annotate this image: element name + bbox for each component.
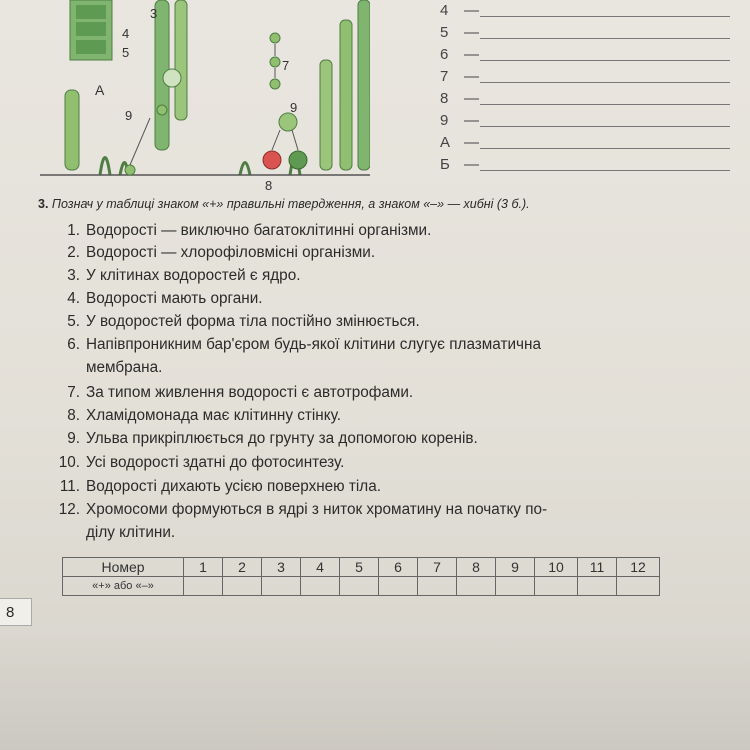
statement-5 (40, 313, 420, 331)
figure-label-7: 7 (282, 58, 290, 73)
statement-number: 10. (58, 454, 80, 471)
answer-line-blank[interactable] (480, 114, 730, 127)
table-number-cell: 12 (617, 558, 660, 577)
table-answer-cell[interactable] (340, 577, 379, 596)
algae-diagram-svg (40, 0, 370, 190)
table-row-numbers (63, 558, 660, 577)
answer-line-4[interactable] (440, 0, 740, 20)
answer-line-blank[interactable] (480, 70, 730, 83)
table-number-cell: 1 (184, 558, 223, 577)
table-answer-cell[interactable] (457, 577, 496, 596)
statement-number: 9. (67, 430, 80, 447)
answer-line-dash: — (464, 133, 479, 151)
answer-line-7[interactable] (440, 66, 740, 86)
statement-number: 6. (67, 336, 80, 353)
task-instruction: Познач у таблиці знаком «+» правильні твердження, а знаком «–» — хибні (3 б.). (51, 197, 530, 211)
statement-7 (40, 384, 413, 402)
statement-number: 3. (67, 267, 80, 284)
figure-label-9-left: 9 (125, 108, 133, 123)
table-answer-cell[interactable] (578, 577, 617, 596)
page-number: 8 (0, 598, 32, 626)
answer-line-dash: — (464, 155, 479, 173)
answer-line-number: 6 (440, 45, 449, 63)
statement-11 (40, 478, 381, 496)
answer-line-blank[interactable] (480, 26, 730, 39)
answer-line-number: 5 (440, 23, 449, 41)
statement-10 (40, 454, 344, 472)
table-answer-cell[interactable] (617, 577, 660, 596)
figure-label-9-center: 9 (290, 100, 298, 115)
answer-line-blank[interactable] (480, 136, 730, 149)
answer-line-B[interactable] (440, 154, 740, 174)
task-title (38, 197, 738, 211)
table-number-cell: 8 (457, 558, 496, 577)
answer-table (62, 557, 660, 596)
page-shadow (0, 630, 750, 750)
table-number-cell: 4 (301, 558, 340, 577)
figure-label-5: 5 (122, 45, 130, 60)
answer-line-A[interactable] (440, 132, 740, 152)
statement-text: Водорості — хлорофіловмісні організми. (86, 244, 376, 261)
statement-number: 4. (67, 290, 80, 307)
table-answer-cell[interactable] (184, 577, 223, 596)
figure-label-3: 3 (150, 6, 158, 21)
statement-text: Водорості — виключно багатоклітинні організми. (86, 222, 432, 239)
answer-line-5[interactable] (440, 22, 740, 42)
answer-line-6[interactable] (440, 44, 740, 64)
figure-label-A: А (95, 82, 105, 98)
answer-line-number: Б (440, 155, 450, 173)
statement-9 (40, 430, 478, 448)
statement-2 (40, 244, 375, 262)
answer-line-blank[interactable] (480, 4, 730, 17)
answer-line-blank[interactable] (480, 158, 730, 171)
answer-line-dash: — (464, 111, 479, 129)
answer-line-number: 8 (440, 89, 449, 107)
table-number-cell: 6 (379, 558, 418, 577)
statement-12-continuation: ділу клітини. (86, 524, 176, 541)
table-number-cell: 7 (418, 558, 457, 577)
answer-line-number: 7 (440, 67, 449, 85)
table-header-number: Номер (63, 558, 184, 577)
table-number-cell: 9 (496, 558, 535, 577)
answer-line-dash: — (464, 1, 479, 19)
statement-text: Водорості мають органи. (86, 290, 263, 307)
statement-number: 5. (67, 313, 80, 330)
statement-12 (40, 501, 547, 519)
table-answer-cell[interactable] (418, 577, 457, 596)
task-number: 3. (38, 197, 49, 211)
table-header-answer: «+» або «–» (63, 577, 184, 596)
table-number-cell: 3 (262, 558, 301, 577)
table-answer-cell[interactable] (301, 577, 340, 596)
statement-number: 12. (58, 501, 80, 518)
table-answer-cell[interactable] (223, 577, 262, 596)
statement-number: 7. (67, 384, 80, 401)
statement-8 (40, 407, 341, 425)
statement-text: У клітинах водоростей є ядро. (86, 267, 301, 284)
answer-line-blank[interactable] (480, 48, 730, 61)
statement-1 (40, 222, 431, 240)
statement-text: Напівпроникним бар'єром будь-якої клітини слугує плазматична (86, 336, 541, 353)
statement-text: Хромосоми формуються в ядрі з ниток хроматину на початку по- (86, 501, 548, 518)
table-number-cell: 5 (340, 558, 379, 577)
answer-line-9[interactable] (440, 110, 740, 130)
statement-text: Ульва прикріплюється до грунту за допомогою коренів. (86, 430, 478, 447)
figure-label-4: 4 (122, 26, 130, 41)
statement-3 (40, 267, 300, 285)
table-answer-cell[interactable] (496, 577, 535, 596)
statement-number: 11. (59, 478, 80, 495)
answer-line-blank[interactable] (480, 92, 730, 105)
table-answer-cell[interactable] (262, 577, 301, 596)
answer-line-number: 4 (440, 1, 449, 19)
answer-line-dash: — (464, 89, 479, 107)
statement-text: За типом живлення водорості є автотрофами. (86, 384, 414, 401)
statement-text: Усі водорості здатні до фотосинтезу. (86, 454, 345, 471)
answer-line-number: 9 (440, 111, 449, 129)
answer-line-dash: — (464, 45, 479, 63)
statement-4 (40, 290, 263, 308)
figure-label-8: 8 (265, 178, 273, 193)
statement-6-continuation: мембрана. (86, 359, 163, 376)
answer-line-dash: — (464, 23, 479, 41)
answer-line-number: А (440, 133, 451, 151)
table-number-cell: 2 (223, 558, 262, 577)
table-row-answers (63, 577, 660, 596)
statement-text: Хламідомонада має клітинну стінку. (86, 407, 341, 424)
statement-number: 2. (67, 244, 80, 261)
statement-6 (40, 336, 541, 354)
table-number-cell: 11 (578, 558, 617, 577)
table-answer-cell[interactable] (535, 577, 578, 596)
statement-text: У водоростей форма тіла постійно змінюється. (86, 313, 420, 330)
table-answer-cell[interactable] (379, 577, 418, 596)
algae-illustration (40, 0, 370, 193)
table-number-cell: 10 (535, 558, 578, 577)
answer-line-dash: — (464, 67, 479, 85)
statement-number: 8. (67, 407, 80, 424)
statement-number: 1. (67, 222, 80, 239)
statement-text: Водорості дихають усією поверхнею тіла. (86, 478, 381, 495)
answer-line-8[interactable] (440, 88, 740, 108)
